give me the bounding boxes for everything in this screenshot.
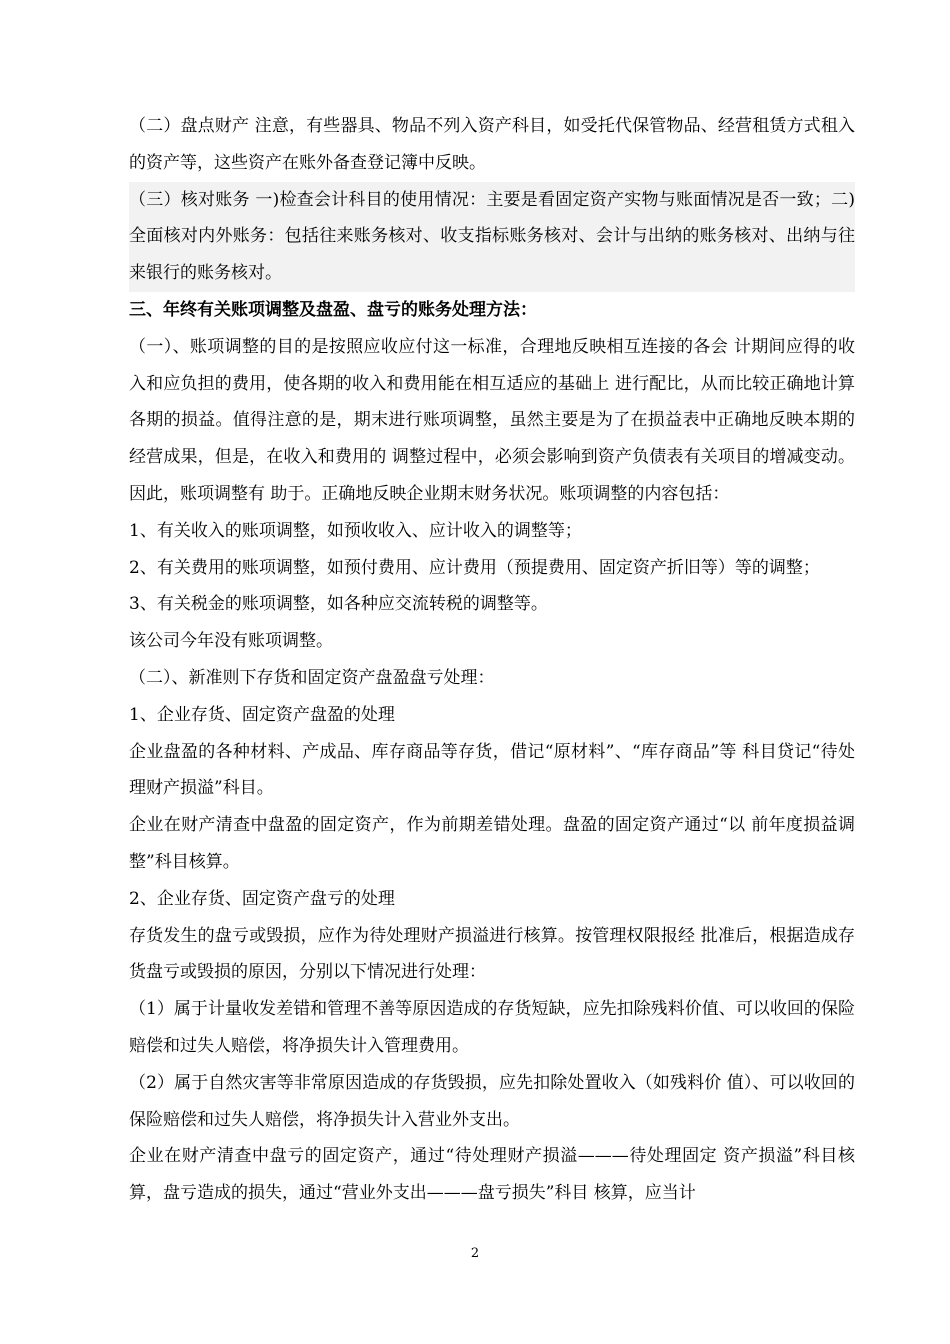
subheading-surplus-handling: 1、企业存货、固定资产盘盈的处理 — [129, 704, 395, 725]
list-item-revenue-adjustment: 1、有关收入的账项调整，如预收收入、应计收入的调整等； — [129, 520, 582, 541]
paragraph-inventory-surplus: 企业盘盈的各种材料、产成品、库存商品等存货，借记“原材料”、“库存商品”等 科目贷记“待处理财产损溢”科目。 — [129, 741, 855, 799]
list-item-natural-disaster: （2）属于自然灾害等非常原因造成的存货毁损，应先扣除处置收入（如残料价 值）、可以收回的保险赔偿和过失人赔偿，将净损失计入营业外支出。 — [129, 1072, 855, 1130]
subheading-new-standard: （二）、新准则下存货和固定资产盘盈盘亏处理： — [129, 667, 495, 688]
paragraph-adjustment-purpose: （一）、账项调整的目的是按照应收应付这一标准，合理地反映相互连接的各会 计期间应得的收入和应负担的费用，使各期的收入和费用能在相互适应的基础上 进行配比，从而比较正确地计算各期的损益。值得注意的是，期末进行账项调整，虽然主要是为了在损益表中正确地反映本期的经营成果，但是，在收入和费用的 调整过程中，必须会影响到资产负债表有关项目的增减变动。因此，账项调整有 助于。正确地反映企业期末财务状况。账项调整的内容包括： — [129, 336, 855, 504]
page-number: 2 — [470, 1246, 480, 1261]
paragraph-no-adjustment: 该公司今年没有账项调整。 — [129, 631, 333, 652]
paragraph-reconcile-accounts: （三）核对账务 一)检查会计科目的使用情况：主要是看固定资产实物与账面情况是否一致；二)全面核对内外账务：包括往来账务核对、收支指标账务核对、会计与出纳的账务核对、出纳与往来银行的账务核对。 — [129, 182, 855, 292]
subheading-loss-handling: 2、企业存货、固定资产盘亏的处理 — [129, 888, 395, 909]
paragraph-fixed-asset-surplus: 企业在财产清查中盘盈的固定资产，作为前期差错处理。盘盈的固定资产通过“以 前年度损益调整”科目核算。 — [129, 815, 855, 872]
paragraph-fixed-asset-loss: 企业在财产清查中盘亏的固定资产，通过“待处理财产损溢———待处理固定 资产损溢”科目核算，盘亏造成的损失，通过“营业外支出———盘亏损失”科目 核算，应当计 — [129, 1146, 855, 1204]
paragraph-inventory-loss: 存货发生的盘亏或毁损，应作为待处理财产损溢进行核算。按管理权限报经 批准后，根据造成存货盘亏或毁损的原因，分别以下情况进行处理： — [129, 925, 855, 983]
list-item-expense-adjustment: 2、有关费用的账项调整，如预付费用、应计费用（预提费用、固定资产折旧等）等的调整； — [129, 557, 820, 578]
list-item-measurement-error: （1）属于计量收发差错和管理不善等原因造成的存货短缺，应先扣除残料价值、可以收回的保险赔偿和过失人赔偿，将净损失计入管理费用。 — [129, 999, 855, 1056]
section-heading-year-end-adjustments: 三、年终有关账项调整及盘盈、盘亏的账务处理方法： — [129, 299, 537, 320]
paragraph-inventory-property: （二）盘点财产 注意，有些器具、物品不列入资产科目，如受托代保管物品、经营租赁方式租入的资产等，这些资产在账外备查登记簿中反映。 — [129, 116, 855, 173]
document-body — [129, 108, 855, 1212]
list-item-tax-adjustment: 3、有关税金的账项调整，如各种应交流转税的调整等。 — [129, 594, 548, 615]
